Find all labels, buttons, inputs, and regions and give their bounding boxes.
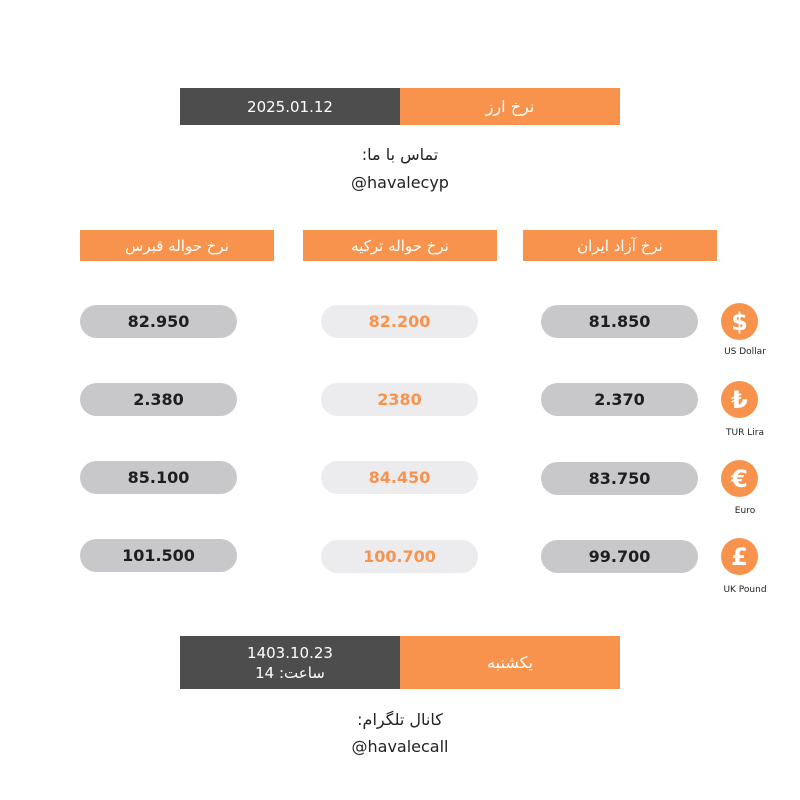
footer-date-time: [180, 636, 400, 689]
footer-day: یکشنبه: [400, 636, 620, 689]
channel-handle: @havalecall: [351, 737, 449, 756]
rate-turkey-try: 2380: [321, 383, 478, 416]
rate-turkey-eur: 84.450: [321, 461, 478, 494]
rate-cyprus-usd: 82.950: [80, 305, 237, 338]
header-bar: [180, 88, 620, 125]
currency-label-try: TUR Lira: [726, 428, 764, 438]
column-header-cyprus: نرخ حواله قبرس: [80, 230, 274, 261]
column-header-turkey: نرخ حواله ترکیه: [303, 230, 497, 261]
rate-iran-gbp: 99.700: [541, 540, 698, 573]
footer-date: 1403.10.23: [247, 643, 333, 662]
currency-label-usd: US Dollar: [724, 347, 766, 357]
pound-icon: £: [721, 538, 758, 575]
rate-iran-usd: 81.850: [541, 305, 698, 338]
header-title: نرخ ارز: [400, 88, 620, 125]
lira-icon: ₺: [721, 381, 758, 418]
dollar-icon: $: [721, 303, 758, 340]
rate-turkey-usd: 82.200: [321, 305, 478, 338]
contact-label: تماس با ما:: [361, 145, 439, 164]
rate-cyprus-gbp: 101.500: [80, 539, 237, 572]
header-date: 2025.01.12: [180, 88, 400, 125]
contact-handle: @havalecyp: [351, 173, 449, 192]
footer-bar: [180, 636, 620, 689]
footer-time: ساعت: 14: [255, 663, 325, 682]
rate-cyprus-try: 2.380: [80, 383, 237, 416]
rate-iran-try: 2.370: [541, 383, 698, 416]
channel-label: کانال تلگرام:: [357, 710, 443, 729]
currency-label-eur: Euro: [734, 506, 756, 516]
column-header-iran: نرخ آزاد ایران: [523, 230, 717, 261]
currency-label-gbp: UK Pound: [723, 585, 767, 595]
euro-icon: €: [721, 460, 758, 497]
rate-turkey-gbp: 100.700: [321, 540, 478, 573]
rate-iran-eur: 83.750: [541, 462, 698, 495]
rate-cyprus-eur: 85.100: [80, 461, 237, 494]
